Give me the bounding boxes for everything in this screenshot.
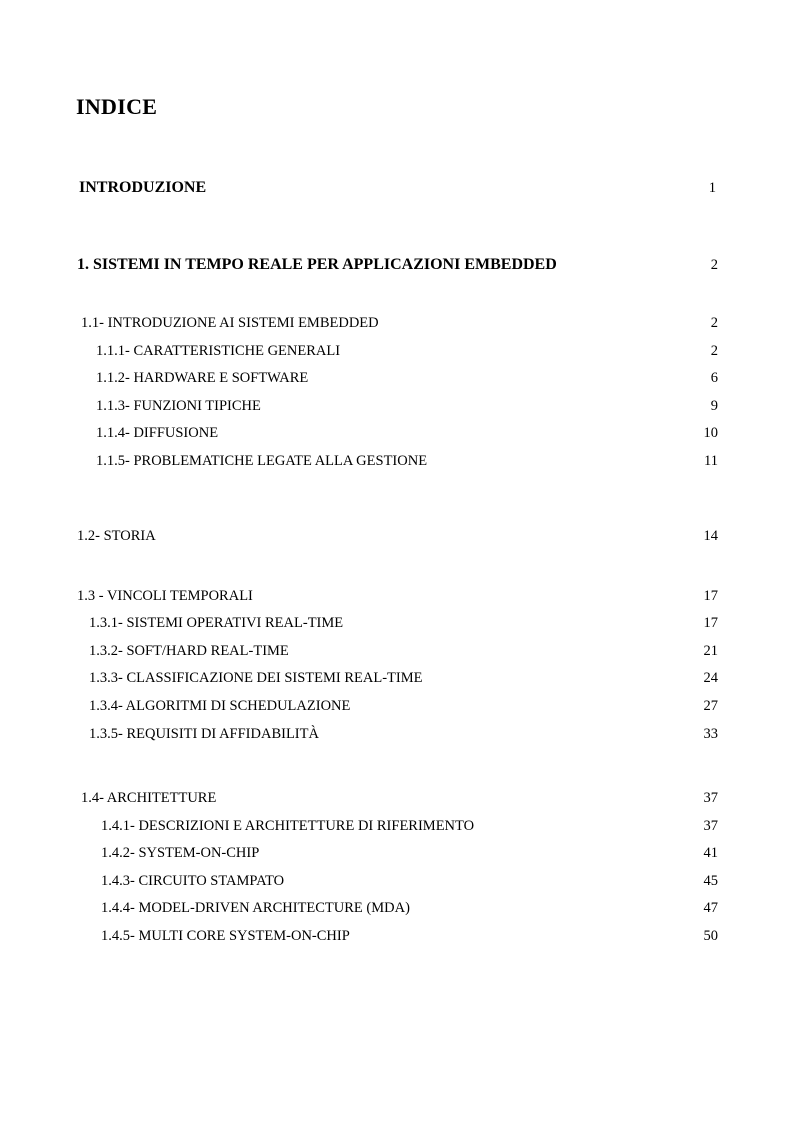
toc-entry-label: 1.4.5- MULTI CORE SYSTEM-ON-CHIP [101,928,350,944]
toc-entry-page: 10 [703,425,718,441]
toc-entry-page: 17 [703,615,718,631]
toc-entry-page: 37 [703,818,718,834]
toc-entry-page: 2 [710,315,718,331]
toc-entry-page: 27 [703,698,718,714]
toc-entry-1-4-4 [0,897,794,919]
toc-entry-label: 1.4.1- DESCRIZIONI E ARCHITETTURE DI RIFERIMENTO [101,818,475,834]
toc-entry-label: 1.4.4- MODEL-DRIVEN ARCHITECTURE (MDA) [101,900,410,916]
toc-entry-label: 1.4- ARCHITETTURE [81,790,217,806]
toc-entry-1-4 [0,787,794,809]
toc-entry-1-3-4 [0,695,794,717]
toc-entry-page: 6 [710,370,718,386]
toc-entry-page: 21 [703,643,718,659]
toc-entry-page: 33 [703,726,718,742]
toc-entry-page: 1 [708,180,716,196]
toc-entry-chapter-1 [0,254,794,276]
toc-entry-1-1-3 [0,395,794,417]
toc-entry-page: 9 [710,398,718,414]
toc-entry-1-1-4 [0,422,794,444]
toc-entry-label: 1.1.1- CARATTERISTICHE GENERALI [96,343,341,359]
toc-entry-1-1-2 [0,367,794,389]
toc-entry-1-1 [0,312,794,334]
toc-entry-label: 1.1- INTRODUZIONE AI SISTEMI EMBEDDED [81,315,379,331]
toc-entry-1-3-5 [0,723,794,745]
toc-entry-page: 47 [703,900,718,916]
toc-entry-page: 2 [710,343,718,359]
toc-entry-1-3-3 [0,667,794,689]
toc-entry-1-3-2 [0,640,794,662]
toc-entry-page: 11 [704,453,718,469]
toc-entry-page: 41 [703,845,718,861]
toc-entry-label: 1.2- STORIA [77,528,156,544]
toc-entry-label: 1.4.2- SYSTEM-ON-CHIP [101,845,260,861]
toc-entry-page: 37 [703,790,718,806]
toc-entry-1-1-1 [0,340,794,362]
toc-entry-page: 14 [703,528,718,544]
toc-entry-label: 1.3.2- SOFT/HARD REAL-TIME [89,643,289,659]
toc-entry-1-4-1 [0,815,794,837]
toc-entry-1-4-5 [0,925,794,947]
toc-entry-1-1-5 [0,450,794,472]
toc-entry-page: 50 [703,928,718,944]
toc-entry-label: 1.3.1- SISTEMI OPERATIVI REAL-TIME [89,615,344,631]
toc-entry-label: 1.4.3- CIRCUITO STAMPATO [101,873,285,889]
toc-entry-1-3 [0,585,794,607]
toc-entry-page: 45 [703,873,718,889]
toc-entry-label: 1.3.4- ALGORITMI DI SCHEDULAZIONE [89,698,351,714]
toc-entry-1-2 [0,525,794,547]
toc-entry-1-4-2 [0,842,794,864]
toc-entry-introduzione [0,177,794,199]
toc-entry-label: 1.3.5- REQUISITI DI AFFIDABILITÀ [89,726,319,742]
toc-entry-label: 1.1.4- DIFFUSIONE [96,425,219,441]
toc-entry-label: 1.1.3- FUNZIONI TIPICHE [96,398,261,414]
toc-entry-page: 24 [703,670,718,686]
page-title: INDICE [76,94,158,119]
toc-entry-label: 1.1.2- HARDWARE E SOFTWARE [96,370,309,386]
toc-entry-label: 1.3.3- CLASSIFICAZIONE DEI SISTEMI REAL-TIME [89,670,423,686]
toc-entry-1-4-3 [0,870,794,892]
toc-entry-label: INTRODUZIONE [79,179,207,196]
toc-entry-1-3-1 [0,612,794,634]
toc-entry-label: 1.1.5- PROBLEMATICHE LEGATE ALLA GESTIONE [96,453,428,469]
toc-entry-page: 2 [710,257,718,273]
toc-entry-label: 1.3 - VINCOLI TEMPORALI [77,588,253,604]
toc-entry-label: 1. SISTEMI IN TEMPO REALE PER APPLICAZIONI EMBEDDED [77,256,557,273]
toc-entry-page: 17 [703,588,718,604]
